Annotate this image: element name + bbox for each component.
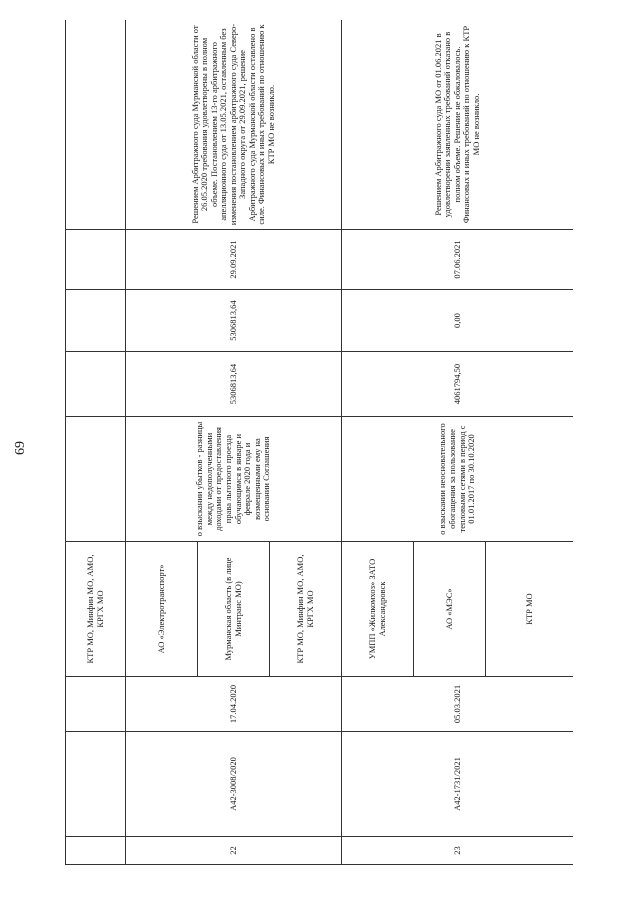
third-party-cell: КТР МО, Минфин МО, АМО, КРГХ МО (270, 542, 342, 677)
claim-sum-cell: 4061794,50 (342, 352, 574, 417)
table-area (65, 20, 573, 865)
plaintiff-cell: УМПП «Жилкомхоз» ЗАТО Александровск (342, 542, 414, 677)
table-row (126, 20, 198, 865)
filing-date-cell: 05.03.2021 (342, 677, 574, 732)
case-number-cell (66, 837, 126, 865)
decision-date-cell (66, 230, 126, 290)
party-cell: КТР МО, Минфин МО, АМО, КРГХ МО (66, 542, 126, 677)
case-number-cell: 22 (126, 837, 342, 865)
table-row (342, 20, 414, 865)
court-cases-table (65, 20, 573, 865)
subject-cell: о взыскании неосновательного обогащения за пользование тепловыми сетями в период с 01.01.2017 по 30.10.2020 (342, 417, 574, 542)
claim-sum-cell: 5306813,64 (126, 352, 342, 417)
claim-sum-cell (66, 352, 126, 417)
filing-date-cell (66, 677, 126, 732)
case-number-cell: 23 (342, 837, 574, 865)
decision-date-cell: 07.06.2021 (342, 230, 574, 290)
case-id-cell (66, 732, 126, 837)
filing-date-cell: 17.04.2020 (126, 677, 342, 732)
case-id-cell: А42-3008/2020 (126, 732, 342, 837)
result-cell (66, 20, 126, 230)
plaintiff-cell: АО «Электротранспорт» (126, 542, 198, 677)
rotated-table-wrapper (65, 20, 573, 865)
paid-sum-cell: 5306813,64 (126, 290, 342, 352)
third-party-cell: КТР МО (486, 542, 574, 677)
subject-cell: о взыскании убытков - разницы между недополученными доходами от предоставления права льготного проезда обучающимся в январе и феврале 2020 года и возмещенными ему на основании Соглашения (126, 417, 342, 542)
result-cell: Решением Арбитражного суда МО от 01.06.2021 в удовлетворении заявленных требований отказано в полном объеме. Решение не обжаловалось. Финансовых и иных требований по отношению к КТР МО не возникло. (342, 20, 574, 230)
result-cell: Решением Арбитражного суда Мурманской области от 26.05.2020 требования удовлетворены в полном объеме. Постановлением 13-го арбитражного апелляционного суда от 13.05.2021, оставленным без изменения постановлением арбитражного суда Северо-Западного округа от 29.09.2021, решение Арбитражного суда Мурманской области оставлено в силе. Финансовых и иных требований по отношению к КТР МО не возникло. (126, 20, 342, 230)
table-row (66, 20, 126, 865)
defendant-cell: Мурманская область (в лице Минтранс МО) (198, 542, 270, 677)
defendant-cell: АО «МЭС» (414, 542, 486, 677)
decision-date-cell: 29.09.2021 (126, 230, 342, 290)
paid-sum-cell: 0,00 (342, 290, 574, 352)
subject-cell (66, 417, 126, 542)
case-id-cell: А42-1731/2021 (342, 732, 574, 837)
page-number: 69 (13, 441, 28, 455)
paid-sum-cell (66, 290, 126, 352)
